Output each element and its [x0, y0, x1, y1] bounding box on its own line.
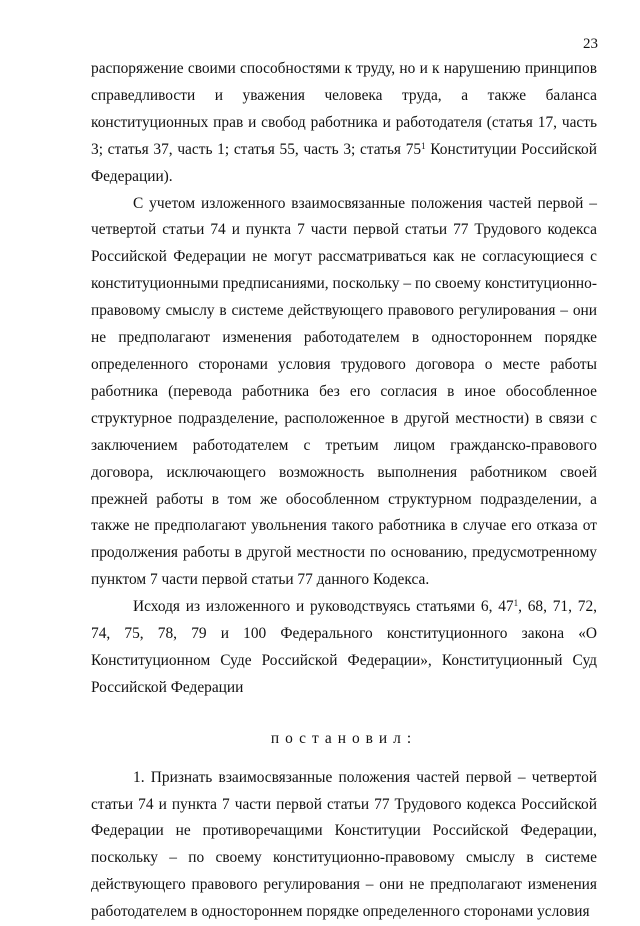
paragraph-text: Исходя из изложенного и руководствуясь статьями 6, 47 [133, 598, 514, 616]
paragraph-resolution-item-1: 1. Признать взаимосвязанные положения частей первой – четвертой статьи 74 и пункта 7 части первой статьи 77 Трудового кодекса Российской Федерации не противоречащими Конституции Российской Федерации, поскольку – по своему конституционно-правовому смыслу в системе действующего правового регулирования – они не предполагают изменения работодателем в одностороннем порядке определенного сторонами условия [91, 768, 597, 921]
paragraph-constitution-reference [91, 56, 597, 191]
resolution-heading: постановил: [270, 729, 418, 747]
paragraph-text: Конституции Российской Федерации). [91, 140, 597, 185]
page-number: 23 [583, 36, 598, 52]
paragraph-text: , 68, 71, 72, 74, 75, 78, 79 и 100 Федерального конституционного закона «О Конституционном Суде Российской Федерации», Конституционный Суд Российской Федерации [91, 598, 597, 696]
paragraph-legal-basis [91, 594, 597, 702]
superscript-footnote: 1 [513, 598, 519, 609]
document-body [91, 56, 597, 926]
paragraph-text: распоряжение своими способностями к труду, но и к нарушению принципов справедливости и уважения человека труда, а также баланса конституционных прав и свобод работника и работодателя (статья 17, часть 3; статья 37, часть 1; статья 55, часть 3; статья 75 [91, 60, 597, 158]
superscript-footnote: 1 [421, 140, 426, 151]
paragraph-conclusion: С учетом изложенного взаимосвязанные положения частей первой – четвертой статьи 74 и пункта 7 части первой статьи 77 Трудового кодекса Российской Федерации не могут рассматриваться как не согласующиеся с конституционными предписаниями, поскольку – по своему конституционно-правовому смыслу в системе действующего правового регулирования – они не предполагают изменения работодателем в одностороннем порядке определенного сторонами условия трудового договора о месте работы работника (перевода работника без его согласия в иное обособленное структурное подразделение, расположенное в другой местности) в связи с заключением работодателем с третьим лицом гражданско-правового договора, исключающего возможность выполнения работником своей прежней работы в том же обособленном структурном подразделении, а также не предполагают увольнения такого работника в случае его отказа от продолжения работы в другой местности по основанию, предусмотренному пунктом 7 части первой статьи 77 данного Кодекса. [91, 194, 597, 589]
